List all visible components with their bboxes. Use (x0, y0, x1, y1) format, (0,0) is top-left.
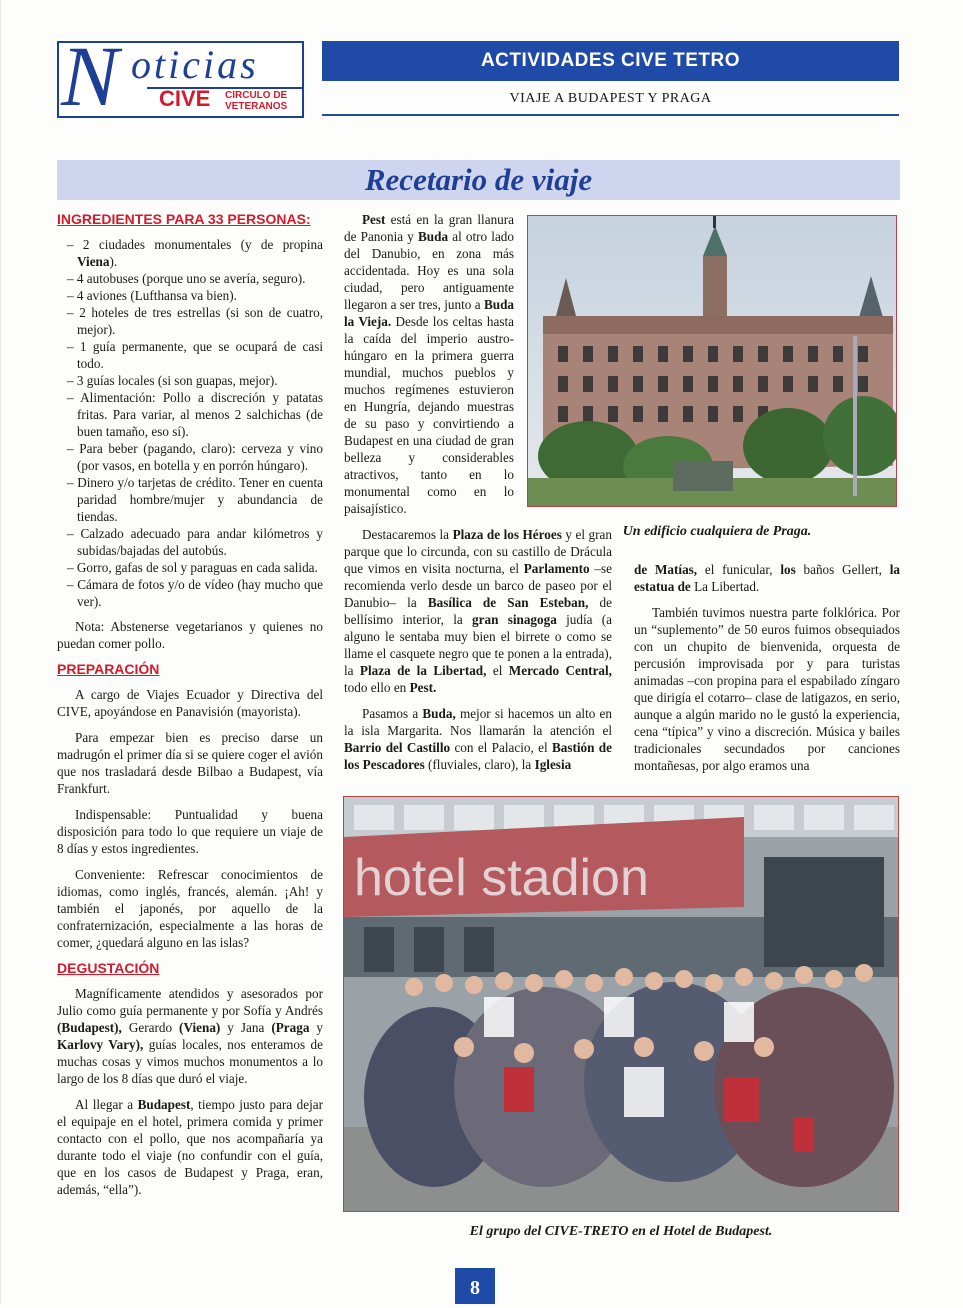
paragraph: Para empezar bien es preciso darse un madrugón el primer día si se quiere coger el avión que nos trasladará desde Bilbao a Budapest, vía Frankfurt. (57, 730, 323, 796)
photo1-caption: Un edificio cualquiera de Praga. (622, 524, 812, 539)
list-item: – 2 hoteles de tres estrellas (si son de cuatro, mejor). (67, 305, 323, 337)
list-item: – Alimentación: Pollo a discreción y patatas fritas. Para variar, al menos 2 salchichas (de buen tamaño, eso sí). (67, 390, 323, 439)
logo-sub-line2: VETERANOS (225, 101, 288, 112)
degustacion-heading: DEGUSTACIÓN (57, 960, 160, 976)
group-hotel-photo (343, 796, 899, 1212)
paragraph: Destacaremos la Plaza de los Héroes y el gran parque que lo circunda, con su castillo de Drácula que vimos en visita nocturna, el Parlamento –se recomienda verlo desde un barco de paseo por el Danubio– la Basílica de San Esteban, de bellísimo interior, la gran sinagoga judía (a alguno le sentaba muy bien el birrete o como se llame el casquete negro que te ponen a la entrada), la Plaza de la Libertad, el Mercado Central, todo ello en Pest. (344, 527, 612, 695)
logo-initial: N (61, 28, 119, 124)
ingredients-heading: INGREDIENTES PARA 33 PERSONAS: (57, 211, 311, 227)
noticias-cive-logo (57, 28, 304, 124)
paragraph: Pasamos a Buda, mejor si hacemos un alto en la isla Margarita. Nos llamarán la atención el Barrio del Castillo con el Palacio, el Bastión de los Pescadores (fluviales, claro), la Iglesia (344, 706, 612, 772)
preparacion-heading: PREPARACIÓN (57, 661, 160, 677)
logo-cive: CIVE (159, 86, 211, 111)
list-item: – 1 guía permanente, que se ocupará de casi todo. (67, 339, 323, 371)
page-number: 8 (455, 1268, 495, 1304)
column-1 (57, 211, 323, 1207)
logo-word: oticias (131, 42, 259, 87)
section-subtitle: VIAJE A BUDAPEST Y PRAGA (322, 84, 899, 116)
list-item: – 2 ciudades monumentales (y de propina Viena). (67, 237, 323, 269)
column-3 (634, 561, 900, 783)
list-item: – Dinero y/o tarjetas de crédito. Tener en cuenta paridad hombre/mujer y abundancia de tiendas. (67, 475, 323, 524)
paragraph: Pest está en la gran llanura de Panonia y Buda al otro lado del Danubio, en zona más accidentada. Hoy es una sola ciudad, pero antiguamente llegaron a ser tres, junto a Buda la Vieja. Desde los celtas hasta la caída del imperio austro-húngaro en la primera guerra mundial, muchos pueblos y muchos regímenes estuvieron en Hungría, dejando muestras de su paso y convirtiendo a Budapest en una ciudad de gran belleza y considerables atractivos, tanto en lo monumental como en lo paisajístico. (344, 212, 514, 516)
hotel-sign: hotel stadion (354, 849, 649, 907)
paragraph: Conveniente: Refrescar conocimientos de idiomas, como inglés, francés, alemán. ¡Ah! y también el japonés, por aquello de la confraternización, especialmente a las horas de comer, ¿quedará alguno en las islas? (57, 867, 323, 950)
page-edge (0, 0, 1, 1304)
col2-intro-wrap (344, 211, 514, 517)
paragraph: Al llegar a Budapest, tiempo justo para dejar el equipaje en el hotel, primera comida y primer contacto con el pollo, que nos acompañaría ya durante todo el viaje (no confundir con el guía, que en los casos de Budapest y Praga, eran, además, “ella”). (57, 1097, 323, 1197)
paragraph: Magníficamente atendidos y asesorados por Julio como guía permanente y por Sofía y Andrés (Budapest), Gerardo (Viena) y Jana (Praga y Karlovy Vary), guías locales, nos enteramos de muchas cosas y vimos muchos monumentos a lo largo de los 8 días que duró el viaje. (57, 986, 324, 1086)
list-item: – Gorro, gafas de sol y paraguas en cada salida. (67, 560, 318, 575)
paragraph: Indispensable: Puntualidad y buena disposición para todo lo que requiere un viaje de 8 días y estos ingredientes. (57, 807, 323, 856)
photo2-caption: El grupo del CIVE-TRETO en el Hotel de Budapest. (469, 1224, 773, 1239)
list-item: – 3 guías locales (si son guapas, mejor). (67, 373, 278, 388)
list-item: – 4 autobuses (porque uno se avería, seguro). (67, 271, 306, 286)
paragraph: También tuvimos nuestra parte folklórica. Por un “suplemento” de 50 euros fuimos obsequiados con un chupito de bienvenida, orquesta de percusión improvisada por y para turistas animadas –con propina para el espabilado zíngaro que dirigía el cotarro– clase de latigazos, en serio, aunque a algún marido no le gustó la experiencia, cena “típica” y vino a discreción. Música y bailes tradicionales secundados por canciones montañesas, por algo eramos una (634, 605, 900, 773)
ingredients-list (57, 236, 323, 610)
list-item: – Para beber (pagando, claro): cerveza y vino (por vasos, en botella y en porrón húngaro). (67, 441, 323, 473)
logo-sub-line1: CIRCULO DE (225, 90, 288, 101)
group-hotel-illustration (344, 797, 899, 1212)
section-header: ACTIVIDADES CIVE TETRO (322, 41, 899, 81)
list-item: – Calzado adecuado para andar kilómetros y subidas/bajadas del autobús. (67, 526, 323, 558)
nota-paragraph: Nota: Abstenerse vegetarianos y quienes no puedan comer pollo. (57, 619, 323, 651)
list-item: – 4 aviones (Lufthansa va bien). (67, 288, 237, 303)
article-title: Recetario de viaje (364, 162, 593, 197)
prague-building-photo (527, 215, 897, 507)
paragraph: A cargo de Viajes Ecuador y Directiva del CIVE, apoyándose en Panavisión (mayorista). (57, 687, 323, 719)
paragraph: de Matías, el funicular, los baños Gellert, la estatua de La Libertad. (634, 562, 900, 594)
logo-subtitle (225, 90, 287, 112)
list-item: – Cámara de fotos y/o de vídeo (hay mucho que ver). (67, 577, 323, 609)
prague-building-illustration (528, 216, 897, 507)
